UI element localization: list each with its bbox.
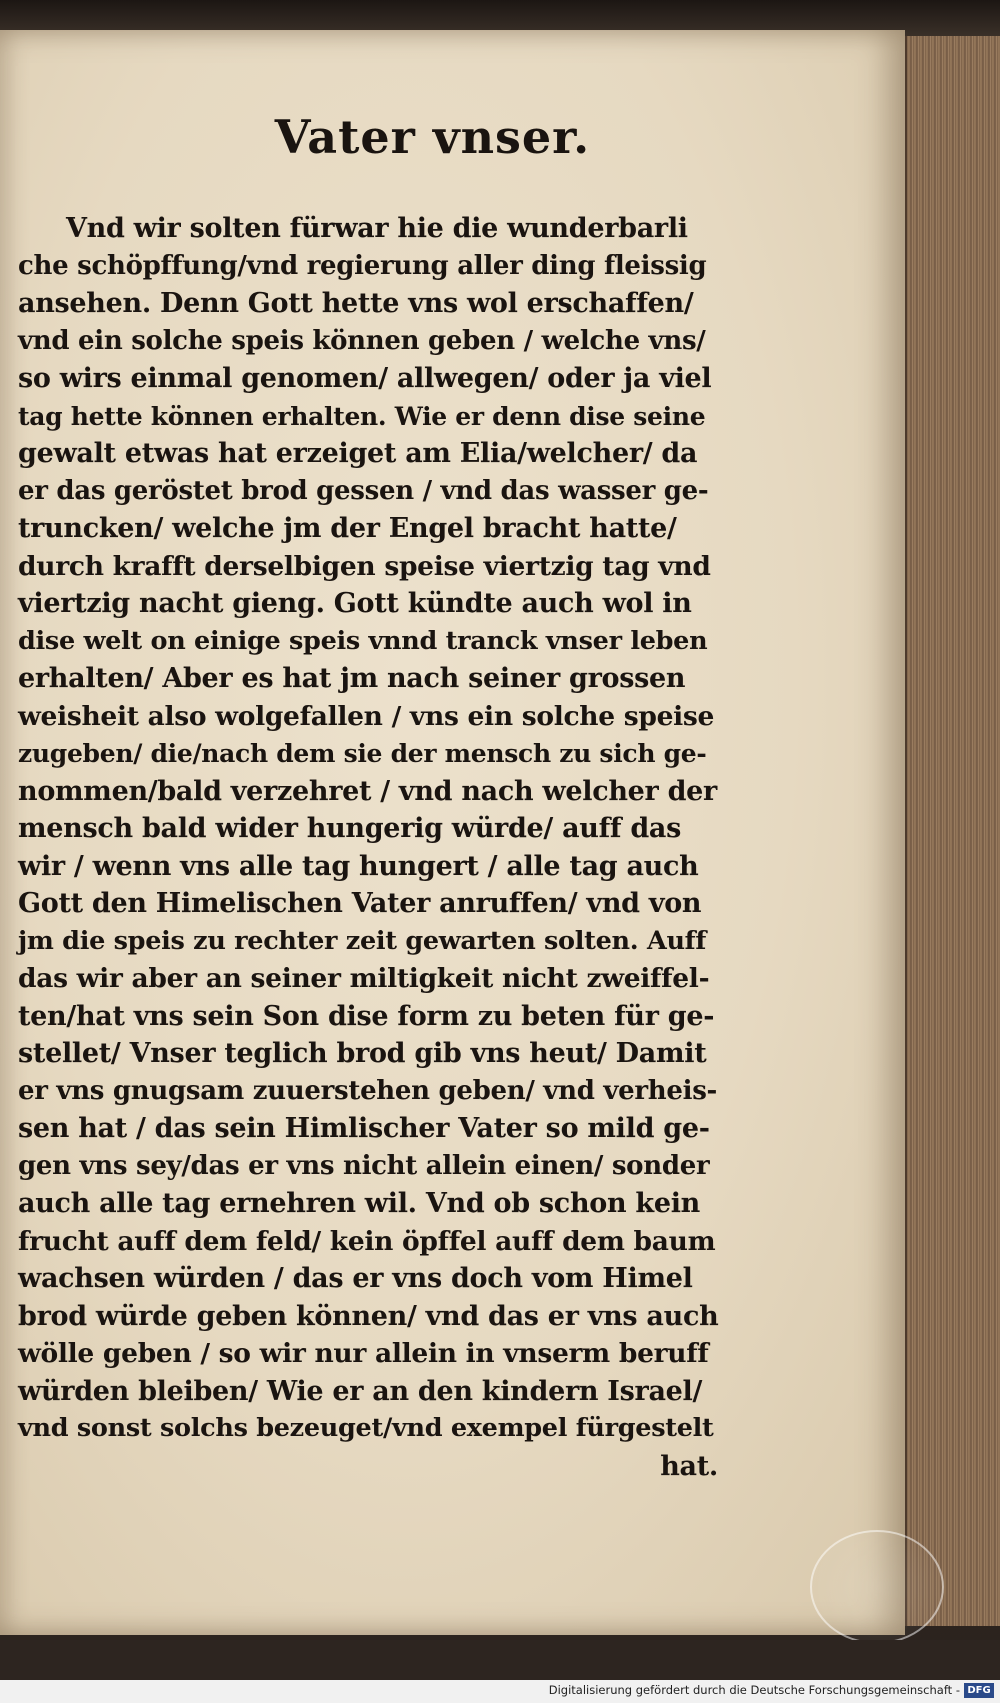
text-line: wir / wenn vns alle tag hungert / alle tag auch: [18, 850, 699, 882]
text-line: erhalten/ Aber es hat jm nach seiner grossen: [18, 663, 686, 694]
text-line: hat.: [660, 1450, 718, 1482]
text-line: Gott den Himelischen Vater anruffen/ vnd von: [18, 888, 702, 919]
lens-glare: [810, 1530, 944, 1644]
text-line: mensch bald wider hungerig würde/ auff das: [18, 813, 681, 844]
text-line: er das geröstet brod gessen / vnd das wasser ge-: [18, 475, 709, 506]
page-title: Vater vnser.: [274, 110, 591, 164]
text-line: stellet/ Vnser teglich brod gib vns heut/ Damit: [18, 1038, 707, 1069]
text-line: vnd ein solche speis können geben / welche vns/: [18, 325, 706, 356]
text-line: nommen/bald verzehret / vnd nach welcher der: [18, 775, 717, 807]
text-line: auch alle tag ernehren wil. Vnd ob schon kein: [18, 1188, 700, 1219]
text-line: jm die speis zu rechter zeit gewarten solten. Auff: [18, 925, 707, 956]
text-line: tag hette können erhalten. Wie er denn dise seine: [18, 401, 706, 431]
text-line: sen hat / das sein Himlischer Vater so mild ge-: [18, 1113, 710, 1144]
dfg-credit-text: Digitalisierung gefördert durch die Deutsche Forschungsgemeinschaft -: [548, 1683, 960, 1697]
text-line: che schöpffung/vnd regierung aller ding fleissig: [18, 250, 707, 281]
text-line: brod würde geben können/ vnd das er vns auch: [18, 1300, 719, 1332]
text-line: weisheit also wolgefallen / vns ein solche speise: [18, 700, 715, 732]
text-line: wachsen würden / das er vns doch vom Himel: [18, 1263, 693, 1294]
book-page-edges: [905, 36, 1000, 1626]
text-line: dise welt on einige speis vnnd tranck vnser leben: [18, 625, 708, 656]
text-line: so wirs einmal genomen/ allwegen/ oder ja viel: [18, 363, 712, 394]
dfg-logo: DFG: [964, 1683, 994, 1698]
text-line: er vns gnugsam zuuerstehen geben/ vnd verheis-: [18, 1075, 718, 1106]
text-line: ten/hat vns sein Son dise form zu beten für ge-: [18, 1000, 715, 1032]
text-line: durch krafft derselbigen speise viertzig tag vnd: [18, 550, 711, 582]
text-line: truncken/ welche jm der Engel bracht hatte/: [18, 513, 677, 544]
text-line: frucht auff dem feld/ kein öpffel auff dem baum: [18, 1225, 716, 1257]
text-line: ansehen. Denn Gott hette vns wol erschaffen/: [18, 288, 694, 319]
text-line: Vnd wir solten fürwar hie die wunderbarli: [66, 213, 688, 244]
text-line: gen vns sey/das er vns nicht allein einen/ sonder: [18, 1150, 710, 1181]
credit-bar: [0, 1680, 1000, 1703]
book-page: [0, 30, 905, 1635]
text-line: viertzig nacht gieng. Gott kündte auch wol in: [18, 588, 692, 619]
text-line: zugeben/ die/nach dem sie der mensch zu sich ge-: [18, 739, 707, 768]
text-line: würden bleiben/ Wie er an den kindern Israel/: [18, 1375, 703, 1407]
text-line: gewalt etwas hat erzeiget am Elia/welcher/ da: [18, 438, 698, 469]
text-line: vnd sonst solchs bezeuget/vnd exempel fürgestelt: [18, 1413, 714, 1443]
text-line: das wir aber an seiner miltigkeit nicht zweiffel-: [18, 963, 710, 994]
text-line: wölle geben / so wir nur allein in vnserm beruff: [18, 1338, 709, 1369]
body-text: [18, 210, 718, 1485]
